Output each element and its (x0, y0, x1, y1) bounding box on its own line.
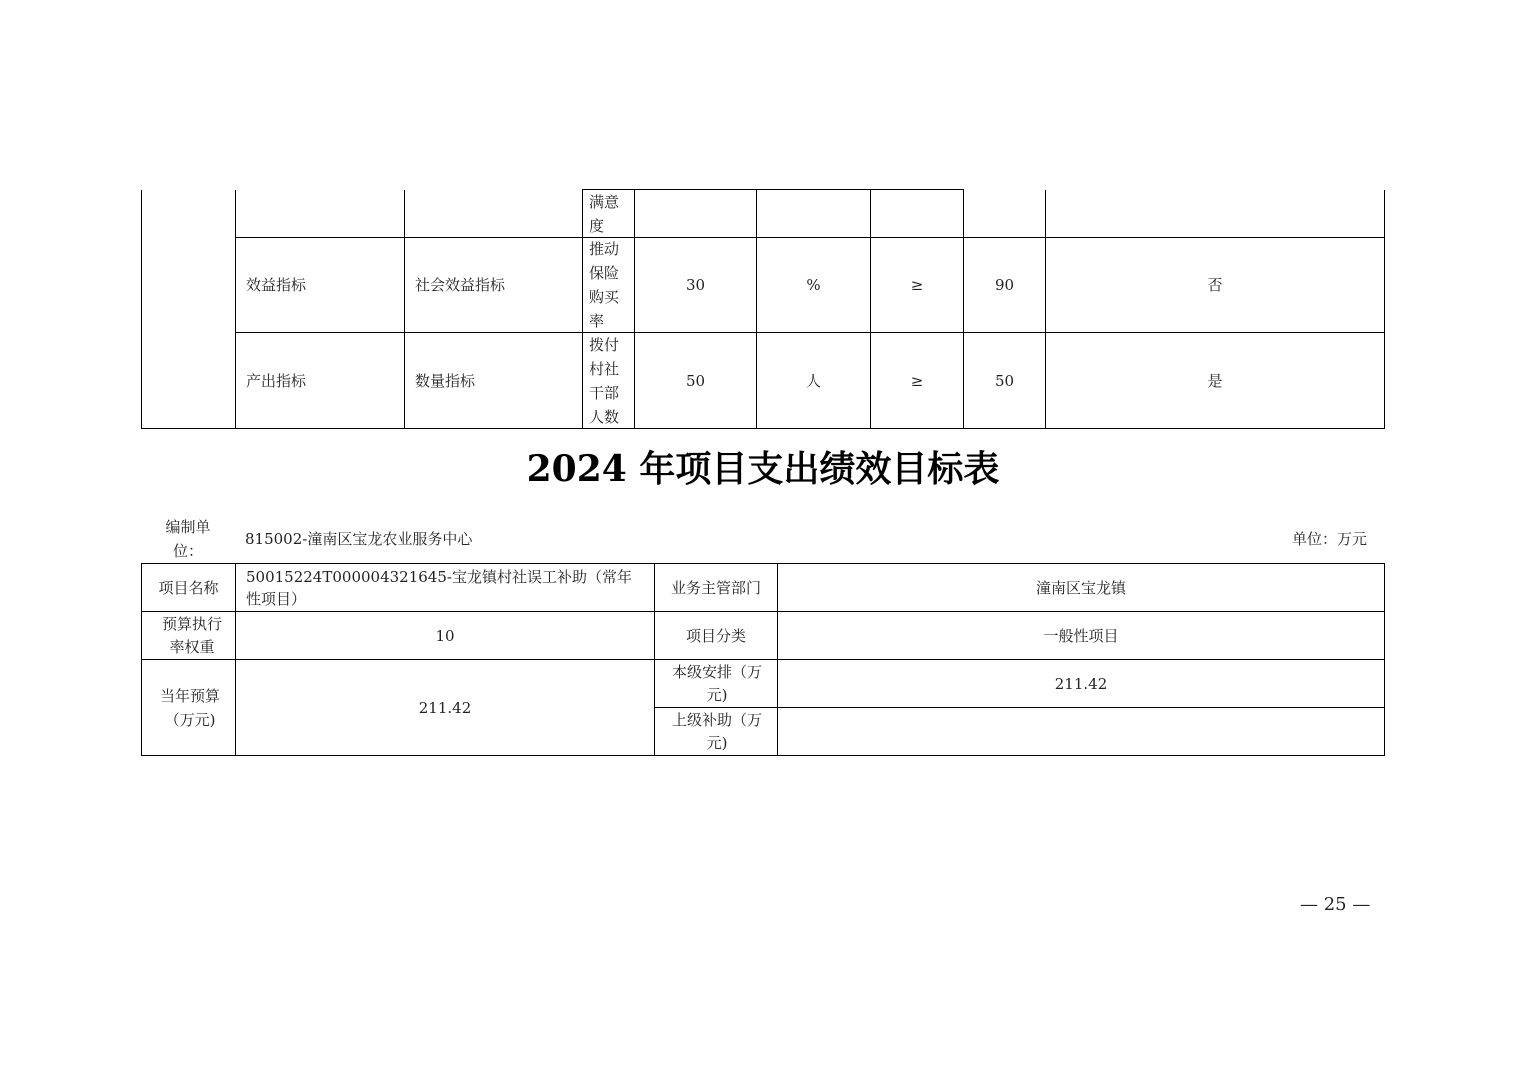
page-number: — 25 — (1300, 894, 1371, 915)
indicator-level3-cell: 拨付村社干部人数 (589, 335, 620, 426)
org-value: 815002-潼南区宝龙农业服务中心 (245, 530, 473, 548)
weight-cell: 50 (685, 371, 706, 390)
category-value: 一般性项目 (1043, 626, 1119, 645)
operator-cell: ≥ (910, 276, 924, 294)
local-label: 本级安排（万元) (671, 662, 762, 704)
category-label: 项目分类 (685, 626, 746, 645)
dept-label: 业务主管部门 (670, 578, 761, 597)
target-value-cell: 90 (994, 276, 1015, 294)
operator-cell: ≥ (910, 371, 924, 390)
indicator-level2-cell: 社会效益指标 (415, 276, 506, 294)
weight-value: 10 (435, 626, 455, 645)
weight-cell: 30 (685, 276, 706, 294)
weight-label: 预算执行率权重 (161, 614, 222, 656)
page-title: 2024 年项目支出绩效目标表 (526, 448, 1000, 490)
indicator-level1-cell: 产出指标 (246, 371, 307, 390)
target-value-cell: 50 (994, 371, 1015, 390)
org-label: 编制单位： (165, 518, 211, 560)
indicator-level3-cell: 推动保险购买率 (589, 240, 620, 330)
core-indicator-cell: 否 (1207, 276, 1223, 294)
upper-value (778, 708, 1384, 755)
satisfaction-cell: 满意度 (589, 192, 620, 235)
unit-label: 单位：万元 (1292, 530, 1368, 548)
upper-label: 上级补助（万元) (671, 710, 762, 752)
indicator-level1-cell: 效益指标 (246, 276, 307, 294)
project-name-value: 50015224T000004321645-宝龙镇村社误工补助（常年性项目） (246, 567, 632, 608)
core-indicator-cell: 是 (1207, 371, 1223, 390)
dept-value: 潼南区宝龙镇 (1035, 578, 1126, 597)
budget-label: 当年预算（万元) (159, 686, 220, 729)
unit-cell: % (806, 276, 821, 294)
budget-value: 211.42 (418, 698, 472, 717)
unit-cell: 人 (805, 371, 821, 390)
local-value: 211.42 (1054, 674, 1108, 693)
indicator-level2-cell: 数量指标 (415, 371, 476, 390)
project-name-label: 项目名称 (158, 578, 219, 597)
